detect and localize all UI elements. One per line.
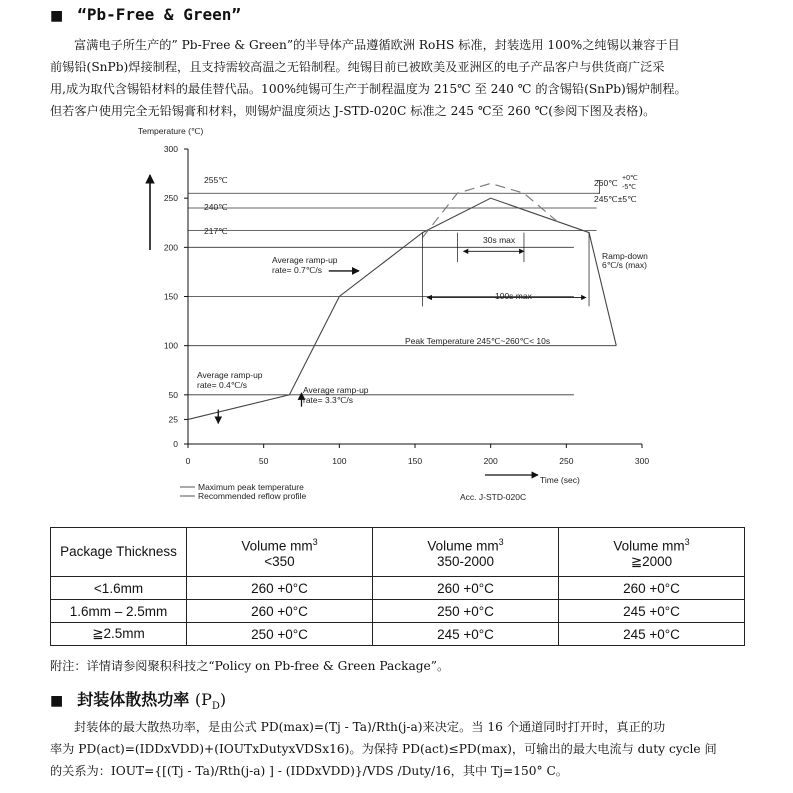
y-tick-label: 300 [163,144,178,154]
table-cell: 260 +0°C [187,577,373,600]
peak-temperature-table [50,527,745,646]
x-tick-label: 100 [332,456,347,466]
header-volume-small [187,528,373,577]
bullet-square-icon: ■ [50,693,64,709]
table-cell: 250 +0°C [187,623,373,646]
y-tick-label: 100 [163,340,178,351]
chart-source-note: Acc. J-STD-020C [460,492,527,502]
table-row [51,623,745,646]
header-text: Volume mm [241,538,313,554]
y-tick-label: 25 [168,414,178,425]
section-title-suffix [194,690,227,713]
duration-100s-label: 100s max [495,291,532,301]
ramp-up-a-label: Average ramp-up [197,370,263,380]
ref-label-240: 240℃ [204,202,228,212]
section-heading-pb-free [50,5,241,24]
ramp-up-c-label: Average ramp-up [303,385,369,395]
max-peak-profile-line [423,183,559,237]
reflow-profile-chart [120,120,680,515]
paragraph-line: 前锡铅(SnPb)焊接制程，且支持需较高温之无铅制程。纯锡目前已被欧美及亚洲区的电子产品客户与供货商广泛采 [50,60,665,74]
table-cell: 1.6mm – 2.5mm [51,600,187,623]
peak-max-tol-plus: +0℃ [622,175,638,182]
header-range: 350-2000 [436,554,495,570]
paragraph-line: 用,成为取代含锡铅材料的最佳替代品。100%纯锡可生产于制程温度为 215℃ 至 240 ℃ 的含锡铅(SnPb)锡炉制程。 [50,82,687,96]
header-superscript: 3 [498,536,504,547]
table-cell: 250 +0°C [373,600,559,623]
section2-paragraph [50,716,750,782]
header-superscript: 3 [312,536,318,547]
table-cell: <1.6mm [51,577,187,600]
header-package-thickness: Package Thickness [51,528,187,577]
table-cell: 260 +0°C [187,600,373,623]
y-tick-label: 0 [173,439,178,449]
x-tick-label: 200 [483,456,498,466]
ramp-up-b-rate: rate= 0.7℃/s [272,265,322,275]
table-cell: 260 +0°C [559,577,745,600]
section-title: 封装体散热功率 [77,690,190,709]
table-cell: 245 +0°C [373,623,559,646]
bullet-square-icon: ■ [50,8,64,24]
y-tick-label: 150 [163,291,178,302]
peak-max-label: 260℃ [594,178,618,188]
table-cell: 245 +0°C [559,600,745,623]
ramp-down-rate: 6℃/s (max) [602,260,647,270]
section-title: “Pb-Free & Green” [77,5,241,24]
y-tick-label: 200 [163,242,178,253]
ref-label-255: 255℃ [204,175,228,185]
section1-paragraph [50,34,750,122]
x-tick-label: 50 [258,456,269,466]
suffix-open: (P [194,690,212,709]
ref-label-217: 217℃ [204,226,228,236]
table-cell: 245 +0°C [559,623,745,646]
footnote: 附注：详情请参阅聚积科技之“Policy on Pb-free & Green Package”。 [50,659,450,673]
table-cell: ≧2.5mm [51,623,187,646]
table-row [51,600,745,623]
x-tick-label: 250 [559,456,574,466]
y-tick-label: 250 [163,193,178,204]
paragraph-line: 封装体的最大散热功率，是由公式 PD(max)=(Tj - Ta)/Rth(j-a)来决定。当 16 个通道同时打开时，真正的功 [74,720,666,734]
ramp-up-a-rate: rate= 0.4℃/s [197,380,247,390]
suffix-close: ) [219,690,227,709]
y-axis-label: Temperature (℃) [138,126,204,136]
header-text: Volume mm [613,538,685,554]
ramp-down-label: Ramp-down [602,251,648,261]
header-volume-medium [373,528,559,577]
paragraph-line: 富满电子所生产的” Pb-Free & Green”的半导体产品遵循欧洲 RoHS 标准，封装选用 100%之纯锡以兼容于目 [74,38,680,52]
header-volume-large [559,528,745,577]
peak-rec-label: 245℃±5℃ [594,194,637,204]
table-cell: 260 +0°C [373,577,559,600]
x-tick-label: 0 [185,456,191,466]
legend-item-recommended: Recommended reflow profile [198,491,307,501]
header-range: ≧2000 [630,554,673,570]
ramp-up-b-label: Average ramp-up [272,255,338,265]
x-axis-label: Time (sec) [540,475,580,485]
y-tick-label: 50 [168,389,178,400]
x-tick-label: 150 [407,456,423,466]
suffix-sub: D [211,701,220,713]
recommended-profile-line [188,198,616,419]
legend-item-max-peak: Maximum peak temperature [198,482,304,492]
duration-30s-label: 30s max [483,235,516,245]
paragraph-line: 率为 PD(act)=(IDDxVDD)+(IOUTxDutyxVDSx16)。为保持 PD(act)≤PD(max)，可输出的最大电流与 duty cycle 间 [50,742,717,756]
x-tick-label: 300 [634,456,650,466]
table-row [51,577,745,600]
section-heading-power-dissipation [50,687,226,712]
peak-temperature-label: Peak Temperature 245℃~260℃< 10s [405,336,551,346]
paragraph-line: 但若客户使用完全无铅锡膏和材料，则锡炉温度须达 J-STD-020C 标准之 245 ℃至 260 ℃(参阅下图及表格)。 [50,104,656,118]
ramp-up-c-rate: rate= 3.3℃/s [303,395,353,405]
peak-max-tol-minus: -5℃ [622,184,637,191]
table-header-row [51,528,745,577]
header-superscript: 3 [684,536,690,547]
header-text: Volume mm [427,538,499,554]
header-range: <350 [264,554,295,570]
paragraph-line: 的关系为：IOUT={[(Tj - Ta)/Rth(j-a) ] - (IDDxVDD)}/VDS /Duty/16，其中 Tj=150° C。 [50,764,568,778]
